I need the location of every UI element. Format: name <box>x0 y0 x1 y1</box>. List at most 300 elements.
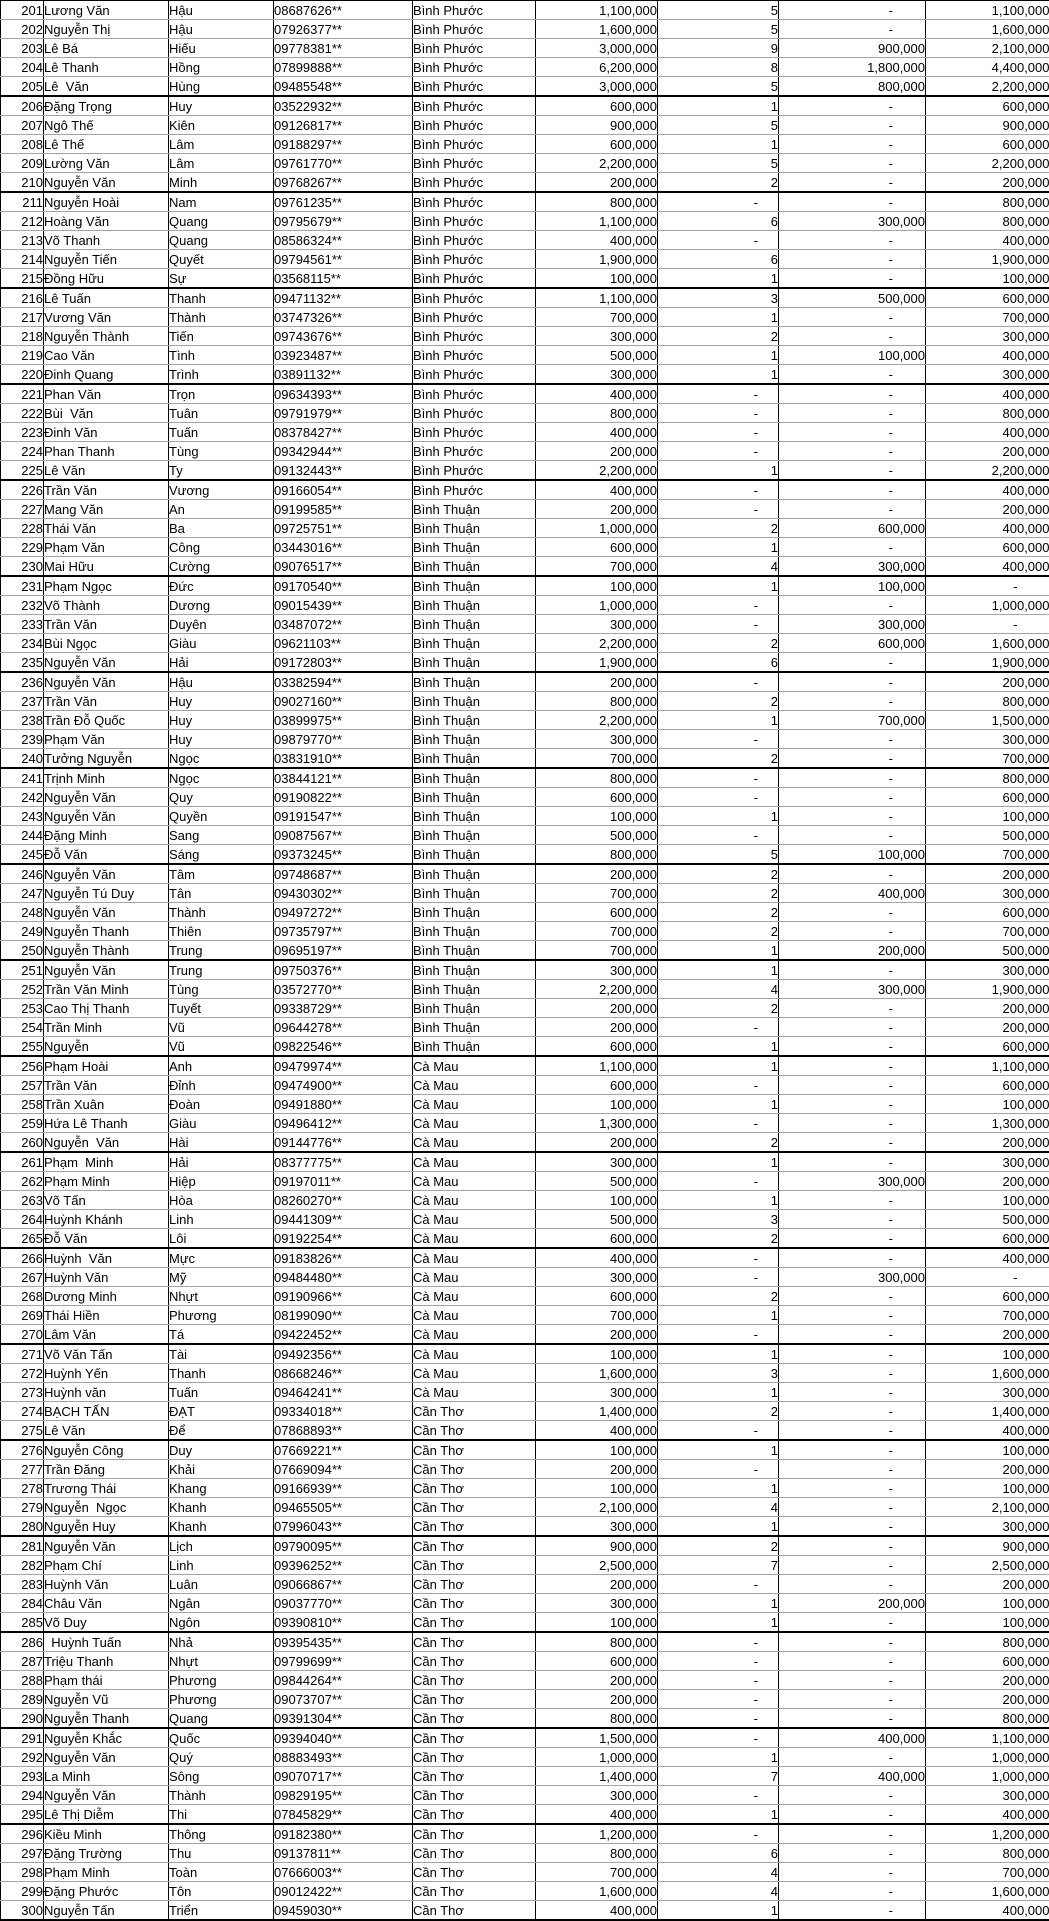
cell-last-middle-name[interactable]: Triệu Thanh <box>44 1652 169 1671</box>
cell-amount-2[interactable]: - <box>779 730 926 749</box>
cell-amount-1[interactable]: 300,000 <box>536 1152 658 1172</box>
cell-last-middle-name[interactable]: Trần Văn Minh <box>44 980 169 999</box>
cell-first-name[interactable]: Hậu <box>169 1 274 20</box>
cell-row-number[interactable]: 220 <box>1 365 44 385</box>
cell-count[interactable]: 2 <box>658 634 779 653</box>
cell-amount-3[interactable]: 200,000 <box>926 1172 1049 1191</box>
cell-phone-masked[interactable]: 09391304** <box>274 1709 413 1729</box>
cell-phone-masked[interactable]: 09496412** <box>274 1114 413 1133</box>
cell-province[interactable]: Bình Thuận <box>413 903 536 922</box>
cell-last-middle-name[interactable]: Đỗ Văn <box>44 1229 169 1249</box>
cell-phone-masked[interactable]: 09441309** <box>274 1210 413 1229</box>
cell-count[interactable]: 2 <box>658 903 779 922</box>
cell-amount-2[interactable]: 200,000 <box>779 1594 926 1613</box>
cell-last-middle-name[interactable]: Huỳnh văn <box>44 1383 169 1402</box>
cell-province[interactable]: Cà Mau <box>413 1287 536 1306</box>
cell-amount-1[interactable]: 500,000 <box>536 1172 658 1191</box>
cell-amount-1[interactable]: 2,500,000 <box>536 1556 658 1575</box>
cell-first-name[interactable]: Nhựt <box>169 1652 274 1671</box>
cell-count[interactable]: 4 <box>658 980 779 999</box>
cell-amount-2[interactable]: - <box>779 96 926 116</box>
cell-row-number[interactable]: 264 <box>1 1210 44 1229</box>
cell-count[interactable]: 2 <box>658 999 779 1018</box>
cell-row-number[interactable]: 208 <box>1 135 44 154</box>
cell-province[interactable]: Bình Thuận <box>413 672 536 692</box>
cell-first-name[interactable]: Hiệp <box>169 1172 274 1191</box>
cell-last-middle-name[interactable]: Ngô Thế <box>44 116 169 135</box>
cell-first-name[interactable]: Thông <box>169 1824 274 1844</box>
cell-amount-2[interactable]: - <box>779 1383 926 1402</box>
cell-amount-1[interactable]: 200,000 <box>536 672 658 692</box>
cell-amount-2[interactable]: 300,000 <box>779 615 926 634</box>
cell-province[interactable]: Cần Thơ <box>413 1460 536 1479</box>
cell-amount-3[interactable]: 600,000 <box>926 96 1049 116</box>
cell-first-name[interactable]: Vũ <box>169 1037 274 1057</box>
cell-amount-1[interactable]: 800,000 <box>536 404 658 423</box>
cell-count[interactable]: 1 <box>658 960 779 980</box>
cell-amount-2[interactable]: - <box>779 116 926 135</box>
cell-province[interactable]: Bình Phước <box>413 39 536 58</box>
cell-count[interactable]: - <box>658 442 779 461</box>
cell-phone-masked[interactable]: 09070717** <box>274 1767 413 1786</box>
cell-province[interactable]: Cần Thơ <box>413 1671 536 1690</box>
cell-amount-3[interactable]: 300,000 <box>926 960 1049 980</box>
cell-last-middle-name[interactable]: Võ Thanh <box>44 231 169 250</box>
cell-phone-masked[interactable]: 09373245** <box>274 845 413 865</box>
cell-province[interactable]: Bình Phước <box>413 96 536 116</box>
cell-first-name[interactable]: Trung <box>169 941 274 961</box>
cell-amount-3[interactable]: 2,500,000 <box>926 1556 1049 1575</box>
cell-phone-masked[interactable]: 09484480** <box>274 1268 413 1287</box>
cell-count[interactable]: 1 <box>658 1306 779 1325</box>
cell-row-number[interactable]: 205 <box>1 77 44 97</box>
cell-province[interactable]: Bình Phước <box>413 77 536 97</box>
cell-first-name[interactable]: Luân <box>169 1575 274 1594</box>
cell-province[interactable]: Bình Thuận <box>413 845 536 865</box>
cell-phone-masked[interactable]: 09735797** <box>274 922 413 941</box>
cell-amount-3[interactable]: - <box>926 576 1049 596</box>
cell-amount-2[interactable]: - <box>779 692 926 711</box>
cell-amount-2[interactable]: - <box>779 960 926 980</box>
cell-last-middle-name[interactable]: Lê Văn <box>44 461 169 481</box>
cell-phone-masked[interactable]: 09791979** <box>274 404 413 423</box>
cell-phone-masked[interactable]: 08378427** <box>274 423 413 442</box>
cell-amount-2[interactable]: - <box>779 1805 926 1825</box>
cell-count[interactable]: - <box>658 1728 779 1748</box>
cell-first-name[interactable]: Vương <box>169 480 274 500</box>
cell-amount-1[interactable]: 2,100,000 <box>536 1498 658 1517</box>
cell-count[interactable]: - <box>658 1172 779 1191</box>
cell-amount-2[interactable]: - <box>779 135 926 154</box>
cell-amount-3[interactable]: 1,900,000 <box>926 980 1049 999</box>
cell-province[interactable]: Cần Thơ <box>413 1863 536 1882</box>
cell-last-middle-name[interactable]: Nguyễn Thanh <box>44 1709 169 1729</box>
cell-row-number[interactable]: 261 <box>1 1152 44 1172</box>
cell-phone-masked[interactable]: 09725751** <box>274 519 413 538</box>
cell-amount-1[interactable]: 1,300,000 <box>536 1114 658 1133</box>
cell-amount-1[interactable]: 800,000 <box>536 1844 658 1863</box>
cell-amount-1[interactable]: 600,000 <box>536 1229 658 1249</box>
cell-count[interactable]: 6 <box>658 250 779 269</box>
cell-amount-2[interactable]: - <box>779 788 926 807</box>
cell-province[interactable]: Cần Thơ <box>413 1748 536 1767</box>
cell-amount-3[interactable]: 400,000 <box>926 1248 1049 1268</box>
cell-last-middle-name[interactable]: Nguyễn Tú Duy <box>44 884 169 903</box>
cell-amount-2[interactable]: - <box>779 1 926 20</box>
cell-amount-2[interactable]: - <box>779 922 926 941</box>
cell-province[interactable]: Bình Phước <box>413 327 536 346</box>
cell-row-number[interactable]: 219 <box>1 346 44 365</box>
cell-last-middle-name[interactable]: Đỗ Văn <box>44 845 169 865</box>
cell-amount-1[interactable]: 600,000 <box>536 1037 658 1057</box>
cell-amount-2[interactable]: - <box>779 1844 926 1863</box>
cell-first-name[interactable]: Quyết <box>169 250 274 269</box>
cell-row-number[interactable]: 250 <box>1 941 44 961</box>
cell-count[interactable]: 5 <box>658 77 779 97</box>
cell-first-name[interactable]: Ngôn <box>169 1613 274 1633</box>
cell-row-number[interactable]: 253 <box>1 999 44 1018</box>
cell-row-number[interactable]: 223 <box>1 423 44 442</box>
cell-count[interactable]: 2 <box>658 1133 779 1153</box>
cell-last-middle-name[interactable]: Lê Văn <box>44 1421 169 1441</box>
cell-province[interactable]: Cà Mau <box>413 1095 536 1114</box>
cell-province[interactable]: Bình Phước <box>413 135 536 154</box>
cell-row-number[interactable]: 238 <box>1 711 44 730</box>
cell-amount-1[interactable]: 500,000 <box>536 346 658 365</box>
cell-first-name[interactable]: Sang <box>169 826 274 845</box>
cell-count[interactable]: 1 <box>658 1594 779 1613</box>
cell-amount-3[interactable]: 300,000 <box>926 884 1049 903</box>
cell-count[interactable]: - <box>658 1248 779 1268</box>
cell-amount-2[interactable]: - <box>779 826 926 845</box>
cell-amount-3[interactable]: 600,000 <box>926 538 1049 557</box>
cell-province[interactable]: Bình Phước <box>413 442 536 461</box>
cell-first-name[interactable]: Sông <box>169 1767 274 1786</box>
cell-row-number[interactable]: 284 <box>1 1594 44 1613</box>
cell-amount-3[interactable]: 300,000 <box>926 327 1049 346</box>
cell-amount-2[interactable]: - <box>779 1152 926 1172</box>
cell-row-number[interactable]: 229 <box>1 538 44 557</box>
cell-province[interactable]: Bình Thuận <box>413 922 536 941</box>
cell-first-name[interactable]: Quang <box>169 212 274 231</box>
cell-province[interactable]: Cần Thơ <box>413 1882 536 1901</box>
cell-amount-3[interactable]: 100,000 <box>926 1095 1049 1114</box>
cell-amount-3[interactable]: 900,000 <box>926 116 1049 135</box>
cell-phone-masked[interactable]: 09190966** <box>274 1287 413 1306</box>
cell-province[interactable]: Cần Thơ <box>413 1498 536 1517</box>
cell-amount-1[interactable]: 300,000 <box>536 960 658 980</box>
cell-amount-3[interactable]: 2,100,000 <box>926 39 1049 58</box>
cell-phone-masked[interactable]: 09390810** <box>274 1613 413 1633</box>
cell-amount-2[interactable]: - <box>779 1709 926 1729</box>
cell-count[interactable]: - <box>658 384 779 404</box>
cell-phone-masked[interactable]: 03831910** <box>274 749 413 769</box>
cell-phone-masked[interactable]: 08199090** <box>274 1306 413 1325</box>
cell-amount-3[interactable]: 700,000 <box>926 749 1049 769</box>
cell-province[interactable]: Bình Thuận <box>413 768 536 788</box>
cell-province[interactable]: Cần Thơ <box>413 1786 536 1805</box>
cell-phone-masked[interactable]: 09748687** <box>274 864 413 884</box>
cell-first-name[interactable]: Duy <box>169 1440 274 1460</box>
cell-province[interactable]: Cần Thơ <box>413 1690 536 1709</box>
cell-last-middle-name[interactable]: Phạm Minh <box>44 1152 169 1172</box>
cell-amount-2[interactable]: 200,000 <box>779 941 926 961</box>
cell-amount-3[interactable]: 200,000 <box>926 1575 1049 1594</box>
cell-count[interactable]: - <box>658 404 779 423</box>
cell-amount-2[interactable]: - <box>779 1517 926 1537</box>
cell-province[interactable]: Cà Mau <box>413 1133 536 1153</box>
cell-amount-1[interactable]: 100,000 <box>536 807 658 826</box>
cell-last-middle-name[interactable]: Nguyễn Thành <box>44 327 169 346</box>
cell-row-number[interactable]: 241 <box>1 768 44 788</box>
cell-count[interactable]: 5 <box>658 1 779 20</box>
cell-count[interactable]: 1 <box>658 1517 779 1537</box>
cell-amount-1[interactable]: 2,200,000 <box>536 980 658 999</box>
cell-province[interactable]: Cà Mau <box>413 1056 536 1076</box>
cell-amount-1[interactable]: 1,100,000 <box>536 288 658 308</box>
cell-amount-1[interactable]: 6,200,000 <box>536 58 658 77</box>
cell-amount-1[interactable]: 100,000 <box>536 1440 658 1460</box>
cell-amount-1[interactable]: 200,000 <box>536 173 658 193</box>
cell-province[interactable]: Cà Mau <box>413 1364 536 1383</box>
cell-count[interactable]: - <box>658 500 779 519</box>
cell-row-number[interactable]: 203 <box>1 39 44 58</box>
cell-amount-3[interactable]: 200,000 <box>926 442 1049 461</box>
cell-amount-2[interactable]: - <box>779 1824 926 1844</box>
cell-amount-3[interactable]: 600,000 <box>926 288 1049 308</box>
cell-row-number[interactable]: 231 <box>1 576 44 596</box>
cell-first-name[interactable]: Kiên <box>169 116 274 135</box>
cell-row-number[interactable]: 234 <box>1 634 44 653</box>
cell-row-number[interactable]: 260 <box>1 1133 44 1153</box>
cell-province[interactable]: Bình Thuận <box>413 615 536 634</box>
cell-amount-1[interactable]: 2,200,000 <box>536 154 658 173</box>
cell-province[interactable]: Cần Thơ <box>413 1536 536 1556</box>
cell-last-middle-name[interactable]: Phạm Ngọc <box>44 576 169 596</box>
cell-phone-masked[interactable]: 09844264** <box>274 1671 413 1690</box>
cell-amount-1[interactable]: 200,000 <box>536 500 658 519</box>
cell-province[interactable]: Bình Phước <box>413 384 536 404</box>
cell-amount-3[interactable]: 500,000 <box>926 1210 1049 1229</box>
cell-amount-2[interactable]: - <box>779 1421 926 1441</box>
cell-row-number[interactable]: 265 <box>1 1229 44 1249</box>
cell-amount-2[interactable]: 600,000 <box>779 634 926 653</box>
cell-first-name[interactable]: Giàu <box>169 1114 274 1133</box>
cell-count[interactable]: - <box>658 1671 779 1690</box>
cell-amount-1[interactable]: 300,000 <box>536 365 658 385</box>
cell-amount-3[interactable]: 200,000 <box>926 1018 1049 1037</box>
cell-amount-2[interactable]: 600,000 <box>779 519 926 538</box>
cell-row-number[interactable]: 296 <box>1 1824 44 1844</box>
cell-amount-1[interactable]: 200,000 <box>536 1575 658 1594</box>
cell-last-middle-name[interactable]: Nguyễn Thị <box>44 20 169 39</box>
cell-amount-3[interactable]: 600,000 <box>926 1229 1049 1249</box>
cell-amount-1[interactable]: 500,000 <box>536 826 658 845</box>
cell-first-name[interactable]: Thành <box>169 1786 274 1805</box>
cell-province[interactable]: Bình Phước <box>413 346 536 365</box>
cell-last-middle-name[interactable]: Nguyễn Hoài <box>44 192 169 212</box>
cell-phone-masked[interactable]: 09342944** <box>274 442 413 461</box>
cell-amount-3[interactable]: 2,200,000 <box>926 77 1049 97</box>
cell-phone-masked[interactable]: 09015439** <box>274 596 413 615</box>
cell-amount-3[interactable]: 800,000 <box>926 404 1049 423</box>
cell-province[interactable]: Bình Thuận <box>413 653 536 673</box>
cell-last-middle-name[interactable]: Nguyễn Văn <box>44 653 169 673</box>
cell-count[interactable]: - <box>658 768 779 788</box>
cell-last-middle-name[interactable]: Bùi Văn <box>44 404 169 423</box>
cell-phone-masked[interactable]: 09027160** <box>274 692 413 711</box>
cell-amount-1[interactable]: 1,100,000 <box>536 1 658 20</box>
cell-last-middle-name[interactable]: Nguyễn Huy <box>44 1517 169 1537</box>
cell-phone-masked[interactable]: 09485548** <box>274 77 413 97</box>
cell-province[interactable]: Cần Thơ <box>413 1805 536 1825</box>
cell-last-middle-name[interactable]: Dương Minh <box>44 1287 169 1306</box>
cell-province[interactable]: Cà Mau <box>413 1172 536 1191</box>
cell-province[interactable]: Cần Thơ <box>413 1594 536 1613</box>
cell-first-name[interactable]: Lôi <box>169 1229 274 1249</box>
cell-count[interactable]: 2 <box>658 864 779 884</box>
cell-last-middle-name[interactable]: Lê Văn <box>44 77 169 97</box>
cell-row-number[interactable]: 248 <box>1 903 44 922</box>
cell-amount-2[interactable]: - <box>779 672 926 692</box>
cell-phone-masked[interactable]: 09492356** <box>274 1344 413 1364</box>
cell-amount-3[interactable]: 1,600,000 <box>926 20 1049 39</box>
cell-amount-2[interactable]: - <box>779 1690 926 1709</box>
cell-row-number[interactable]: 239 <box>1 730 44 749</box>
cell-amount-1[interactable]: 600,000 <box>536 96 658 116</box>
cell-amount-3[interactable]: 200,000 <box>926 672 1049 692</box>
cell-amount-2[interactable]: - <box>779 1460 926 1479</box>
cell-last-middle-name[interactable]: Huỳnh Văn <box>44 1268 169 1287</box>
cell-last-middle-name[interactable]: Phạm Minh <box>44 1172 169 1191</box>
cell-province[interactable]: Cà Mau <box>413 1229 536 1249</box>
cell-phone-masked[interactable]: 09166054** <box>274 480 413 500</box>
cell-last-middle-name[interactable]: Huỳnh Văn <box>44 1248 169 1268</box>
cell-row-number[interactable]: 204 <box>1 58 44 77</box>
cell-amount-1[interactable]: 800,000 <box>536 768 658 788</box>
cell-count[interactable]: 6 <box>658 212 779 231</box>
cell-count[interactable]: 2 <box>658 1536 779 1556</box>
cell-first-name[interactable]: Quý <box>169 1748 274 1767</box>
cell-last-middle-name[interactable]: Lâm Văn <box>44 1325 169 1345</box>
cell-amount-2[interactable]: - <box>779 653 926 673</box>
cell-amount-3[interactable]: 800,000 <box>926 212 1049 231</box>
cell-amount-1[interactable]: 900,000 <box>536 1536 658 1556</box>
cell-last-middle-name[interactable]: Mai Hữu <box>44 557 169 577</box>
cell-phone-masked[interactable]: 03382594** <box>274 672 413 692</box>
cell-province[interactable]: Bình Thuận <box>413 634 536 653</box>
cell-amount-3[interactable]: - <box>926 615 1049 634</box>
cell-first-name[interactable]: Tùng <box>169 980 274 999</box>
cell-amount-1[interactable]: 100,000 <box>536 269 658 289</box>
cell-province[interactable]: Bình Thuận <box>413 864 536 884</box>
cell-count[interactable]: 1 <box>658 1152 779 1172</box>
cell-province[interactable]: Bình Thuận <box>413 692 536 711</box>
cell-last-middle-name[interactable]: Võ Duy <box>44 1613 169 1633</box>
cell-row-number[interactable]: 281 <box>1 1536 44 1556</box>
cell-row-number[interactable]: 226 <box>1 480 44 500</box>
cell-row-number[interactable]: 283 <box>1 1575 44 1594</box>
cell-phone-masked[interactable]: 03747326** <box>274 308 413 327</box>
cell-phone-masked[interactable]: 09191547** <box>274 807 413 826</box>
cell-province[interactable]: Bình Thuận <box>413 519 536 538</box>
cell-first-name[interactable]: Sáng <box>169 845 274 865</box>
cell-amount-1[interactable]: 2,200,000 <box>536 711 658 730</box>
cell-first-name[interactable]: Ngân <box>169 1594 274 1613</box>
cell-amount-2[interactable]: - <box>779 1018 926 1037</box>
cell-amount-1[interactable]: 400,000 <box>536 384 658 404</box>
cell-province[interactable]: Bình Thuận <box>413 500 536 519</box>
cell-phone-masked[interactable]: 09795679** <box>274 212 413 231</box>
cell-first-name[interactable]: Hậu <box>169 672 274 692</box>
cell-first-name[interactable]: Thanh <box>169 288 274 308</box>
cell-last-middle-name[interactable]: Lường Văn <box>44 154 169 173</box>
cell-amount-1[interactable]: 500,000 <box>536 1210 658 1229</box>
cell-row-number[interactable]: 291 <box>1 1728 44 1748</box>
cell-first-name[interactable]: Sự <box>169 269 274 289</box>
cell-last-middle-name[interactable]: Nguyễn Văn <box>44 1133 169 1153</box>
cell-first-name[interactable]: Nhả <box>169 1632 274 1652</box>
cell-phone-masked[interactable]: 09799699** <box>274 1652 413 1671</box>
cell-count[interactable]: 2 <box>658 692 779 711</box>
cell-phone-masked[interactable]: 03891132** <box>274 365 413 385</box>
cell-province[interactable]: Bình Phước <box>413 423 536 442</box>
cell-count[interactable]: 1 <box>658 1383 779 1402</box>
cell-phone-masked[interactable]: 07996043** <box>274 1517 413 1537</box>
cell-row-number[interactable]: 290 <box>1 1709 44 1729</box>
cell-phone-masked[interactable]: 03572770** <box>274 980 413 999</box>
cell-phone-masked[interactable]: 07899888** <box>274 58 413 77</box>
cell-row-number[interactable]: 280 <box>1 1517 44 1537</box>
cell-amount-2[interactable]: - <box>779 327 926 346</box>
cell-row-number[interactable]: 266 <box>1 1248 44 1268</box>
cell-phone-masked[interactable]: 03844121** <box>274 768 413 788</box>
cell-amount-3[interactable]: 800,000 <box>926 1844 1049 1863</box>
cell-count[interactable]: 1 <box>658 135 779 154</box>
cell-last-middle-name[interactable]: Lê Thế <box>44 135 169 154</box>
cell-row-number[interactable]: 255 <box>1 1037 44 1057</box>
cell-amount-1[interactable]: 300,000 <box>536 1383 658 1402</box>
cell-province[interactable]: Bình Phước <box>413 404 536 423</box>
cell-row-number[interactable]: 277 <box>1 1460 44 1479</box>
cell-amount-3[interactable]: 900,000 <box>926 1536 1049 1556</box>
cell-phone-masked[interactable]: 09479974** <box>274 1056 413 1076</box>
cell-amount-1[interactable]: 600,000 <box>536 1076 658 1095</box>
cell-amount-3[interactable]: 300,000 <box>926 1152 1049 1172</box>
cell-first-name[interactable]: Quang <box>169 1709 274 1729</box>
cell-amount-2[interactable]: - <box>779 461 926 481</box>
cell-row-number[interactable]: 286 <box>1 1632 44 1652</box>
cell-amount-2[interactable]: - <box>779 250 926 269</box>
cell-last-middle-name[interactable]: Nguyễn Văn <box>44 807 169 826</box>
cell-amount-2[interactable]: - <box>779 1287 926 1306</box>
cell-amount-3[interactable]: 1,900,000 <box>926 653 1049 673</box>
cell-amount-3[interactable]: 2,100,000 <box>926 1498 1049 1517</box>
cell-amount-2[interactable]: - <box>779 1613 926 1633</box>
cell-row-number[interactable]: 232 <box>1 596 44 615</box>
cell-amount-1[interactable]: 200,000 <box>536 1690 658 1709</box>
cell-province[interactable]: Bình Thuận <box>413 711 536 730</box>
cell-count[interactable]: 1 <box>658 308 779 327</box>
cell-first-name[interactable]: Mỹ <box>169 1268 274 1287</box>
cell-amount-2[interactable]: - <box>779 1344 926 1364</box>
cell-count[interactable]: - <box>658 1076 779 1095</box>
cell-amount-2[interactable]: - <box>779 173 926 193</box>
cell-amount-2[interactable]: - <box>779 1901 926 1921</box>
cell-amount-2[interactable]: - <box>779 864 926 884</box>
cell-phone-masked[interactable]: 03923487** <box>274 346 413 365</box>
cell-row-number[interactable]: 275 <box>1 1421 44 1441</box>
